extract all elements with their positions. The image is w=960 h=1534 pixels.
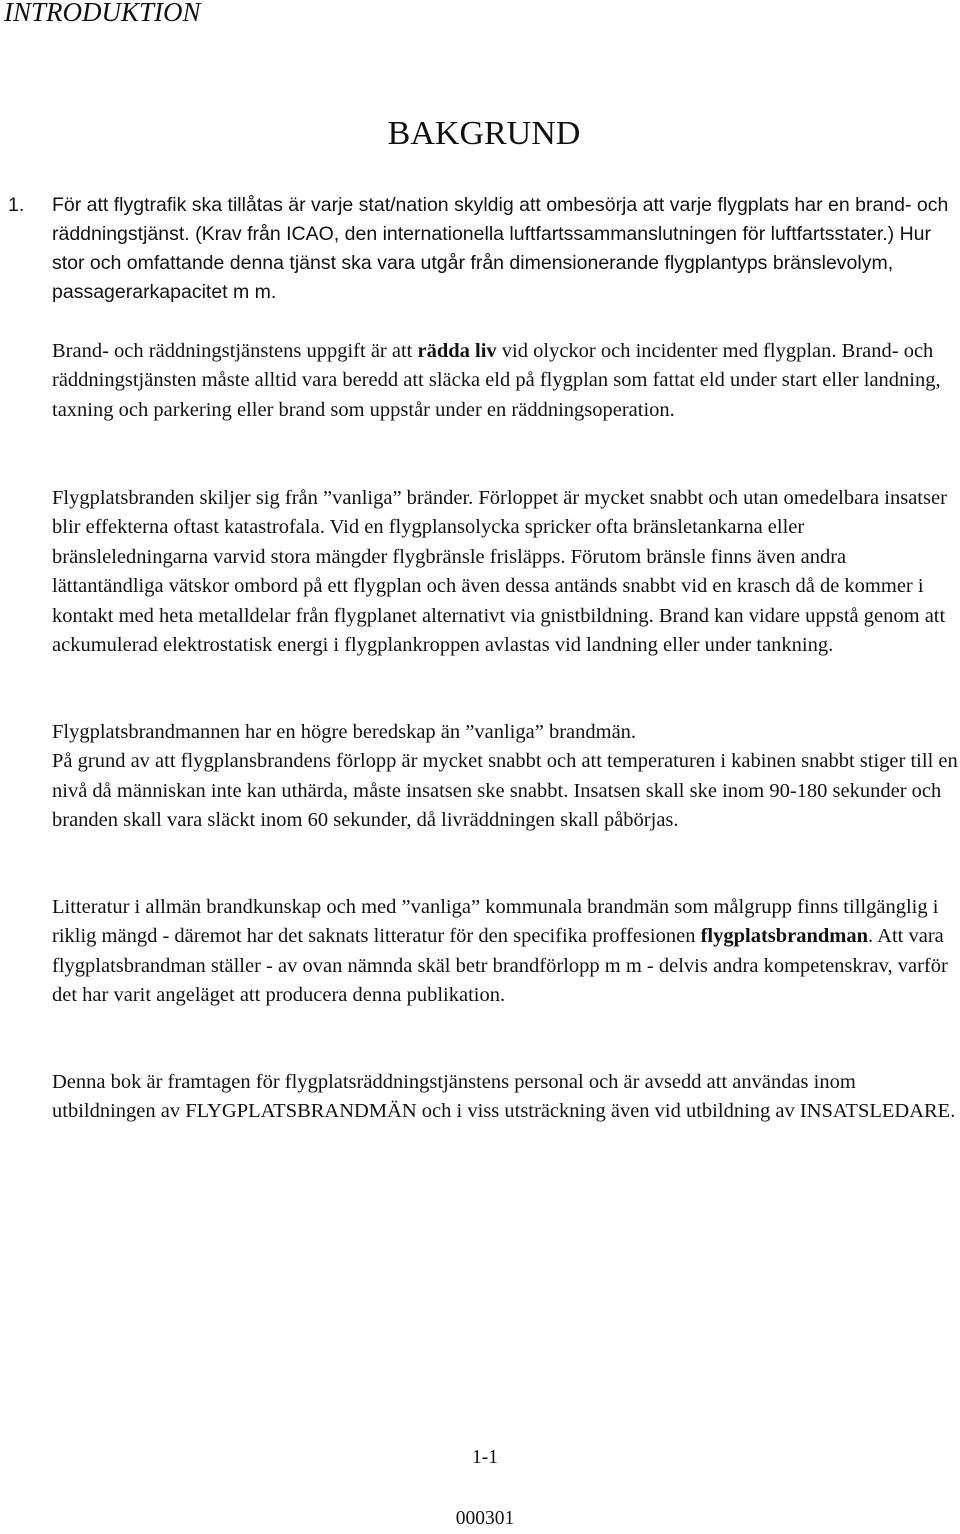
document-code: 000301 [455,1508,515,1529]
page-title: BAKGRUND [387,115,581,152]
paragraph-text: vid olyckor och incidenter med flygplan. Brand- och räddningstjänsten måste alltid vara beredd att släcka eld på flygplan som fattat eld under start eller landning, taxning och parkering eller brand som uppstår under en räddningsoperation. [52,340,941,421]
paragraph-line: Flygplatsbrandmannen har en högre beredskap än ”vanliga” brandmän. [52,721,637,743]
page-number: 1-1 [472,1447,498,1468]
paragraph-text: På grund av att flygplansbrandens förlopp är mycket snabbt och att temperaturen i kabinen snabbt stiger till en nivå då människan inte kan uthärda, måste insatsen ske snabbt. Insatsen skall ske inom 90-180 sekunder och branden skall vara släckt inom 60 sekunder, då livräddningen skall påbörjas. [52,750,958,832]
bold-emphasis-flygplatsbrandman: flygplatsbrandman [700,925,869,948]
paragraph-flygplatsbranden: Flygplatsbranden skiljer sig från ”vanliga” bränder. Förloppet är mycket snabbt och utan omedelbara insatser blir effekterna oftast katastrofala. Vid en flygplansolycka spricker ofta bränsletankarna eller bränsleledningarna varvid stora mängder flygbränsle frisläpps. Förutom bränsle finns även andra lättantändliga vätskor ombord på ett flygplan och även dessa antänds snabbt vid en krasch då de kommer i kontakt med heta metalldelar från flygplanet alternativt via gnistbildning. Brand kan vidare uppstå genom att ackumulerad elektrostatisk energi i flygplankroppen avlastas vid landning eller under tankning. [52,487,947,657]
paragraph-denna-bok: Denna bok är framtagen för flygplatsräddningstjänstens personal och är avsedd att användas inom utbildningen av FLYGPLATSBRANDMÄN och i viss utsträckning även vid utbildning av INSATSLEDARE. [52,1071,956,1123]
paragraph-text: Litteratur i allmän brandkunskap och med ”vanliga” kommunala brandmän som målgrupp finns tillgänglig i riklig mängd - däremot har det saknats litteratur för den specifika proffesionen [52,896,939,948]
paragraph-uppgift [52,337,958,425]
paragraph-litteratur [52,893,958,1011]
paragraph-text: . Att vara flygplatsbrandman ställer - av ovan nämnda skäl betr brandförlopp m m - delvis andra kompetenskrav, varför det har varit angeläget att producera denna publikation. [52,925,948,1007]
paragraph-beredskap [52,718,958,836]
item-number: 1. [8,194,25,216]
paragraph-text: Brand- och räddningstjänstens uppgift är att [52,340,418,362]
bold-emphasis-radda-liv: rädda liv [417,340,497,362]
item-text: För att flygtrafik ska tillåtas är varje stat/nation skyldig att ombesörja att varje flygplats har en brand- och räddningstjänst. (Krav från ICAO, den internationella luftfartssammanslutningen för luftfartsstater.) Hur stor och omfattande denna tjänst ska vara utgår från dimensionerande flygplantyps bränslevolym, passagerarkapacitet m m. [52,194,949,303]
section-header: INTRODUKTION [4,0,201,27]
